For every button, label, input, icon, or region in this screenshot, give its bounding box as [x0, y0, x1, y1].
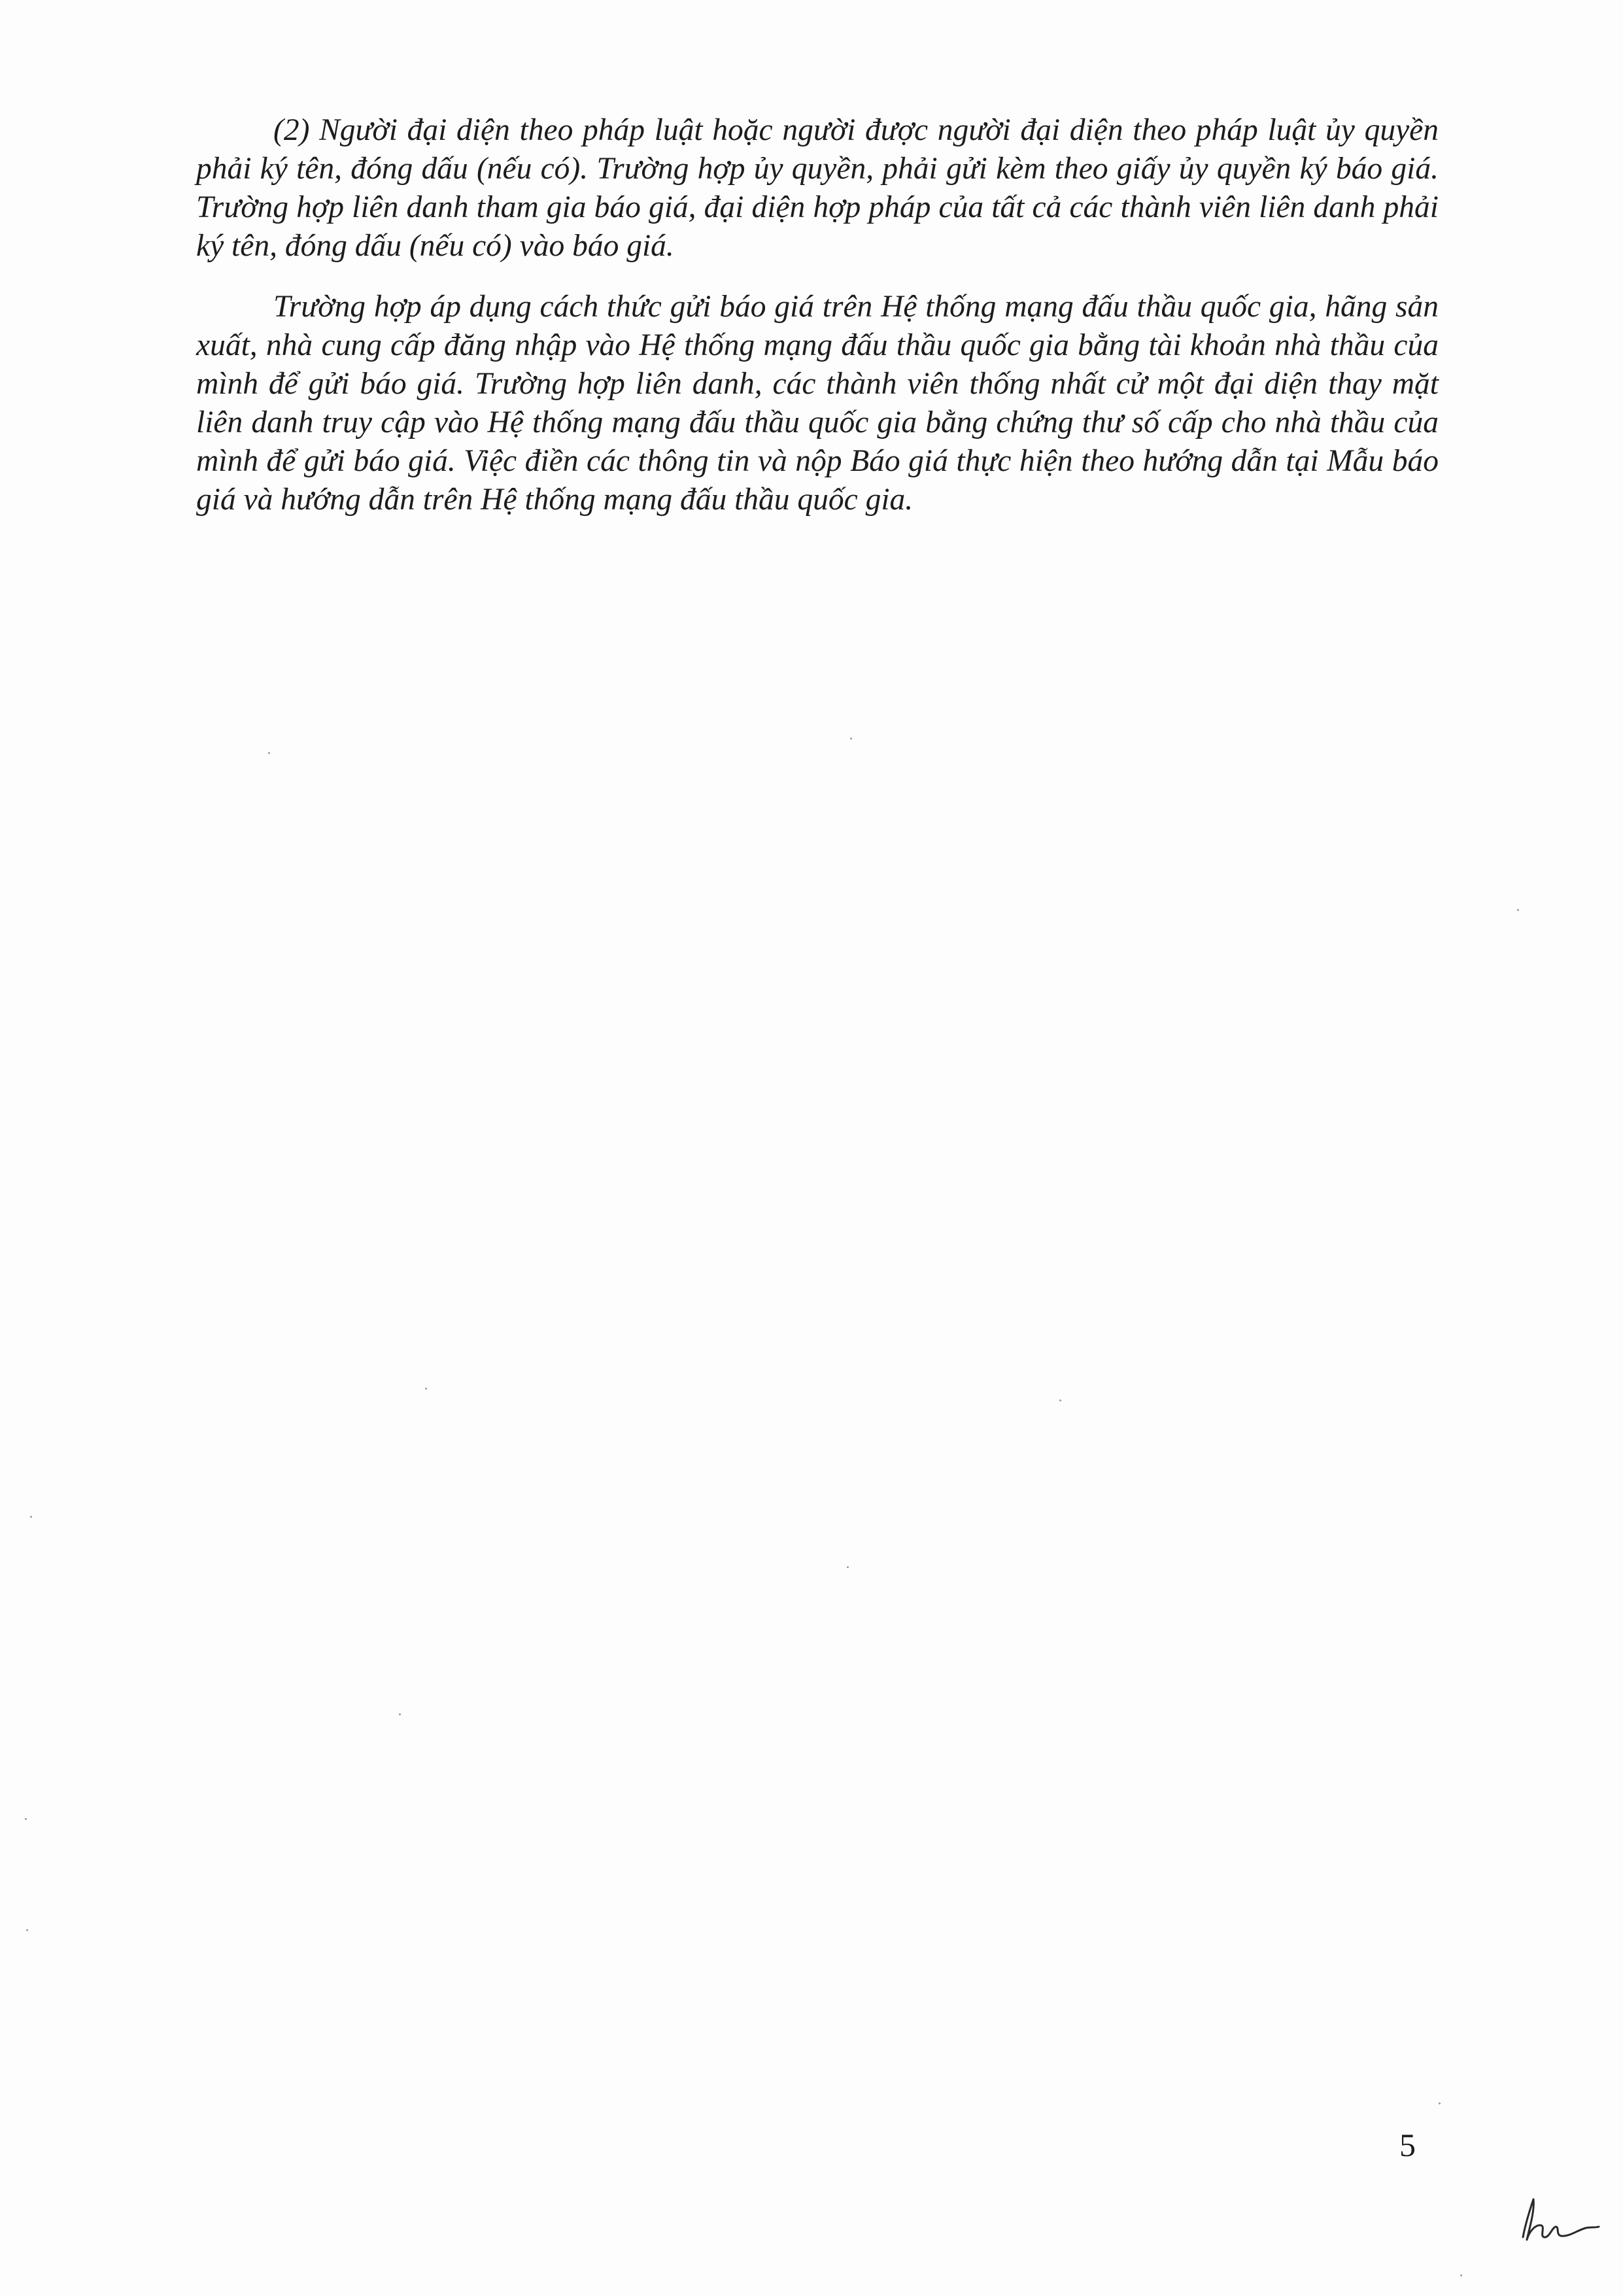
- scan-speck: [1059, 1399, 1061, 1401]
- page-number: 5: [1399, 2127, 1416, 2163]
- handwritten-initials: [1514, 2194, 1605, 2246]
- scan-speck: [425, 1388, 427, 1390]
- scan-speck: [1460, 2274, 1462, 2276]
- document-body: [196, 111, 1439, 541]
- scan-speck: [1517, 909, 1519, 911]
- paragraph-signature-requirement: (2) Người đại diện theo pháp luật hoặc người được người đại diện theo pháp luật ủy quyền phải ký tên, đóng dấu (nếu có). Trường hợp ủy quyền, phải gửi kèm theo giấy ủy quyền ký báo giá. Trường hợp liên danh tham gia báo giá, đại diện hợp pháp của tất cả các thành viên liên danh phải ký tên, đóng dấu (nếu có) vào báo giá.: [196, 113, 1439, 263]
- scan-speck: [850, 738, 852, 740]
- scan-speck: [26, 1929, 28, 1931]
- scan-speck: [1439, 2102, 1441, 2104]
- scan-speck: [847, 1566, 849, 1568]
- scan-speck: [30, 1516, 32, 1518]
- scan-speck: [399, 1713, 401, 1715]
- scan-speck: [268, 752, 270, 754]
- scan-speck: [25, 1818, 27, 1820]
- paragraph-online-submission: Trường hợp áp dụng cách thức gửi báo giá trên Hệ thống mạng đấu thầu quốc gia, hãng sản xuất, nhà cung cấp đăng nhập vào Hệ thống mạng đấu thầu quốc gia bằng tài khoản nhà thầu của mình để gửi báo giá. Trường hợp liên danh, các thành viên thống nhất cử một đại diện thay mặt liên danh truy cập vào Hệ thống mạng đấu thầu quốc gia bằng chứng thư số cấp cho nhà thầu của mình để gửi báo giá. Việc điền các thông tin và nộp Báo giá thực hiện theo hướng dẫn tại Mẫu báo giá và hướng dẫn trên Hệ thống mạng đấu thầu quốc gia.: [196, 290, 1439, 517]
